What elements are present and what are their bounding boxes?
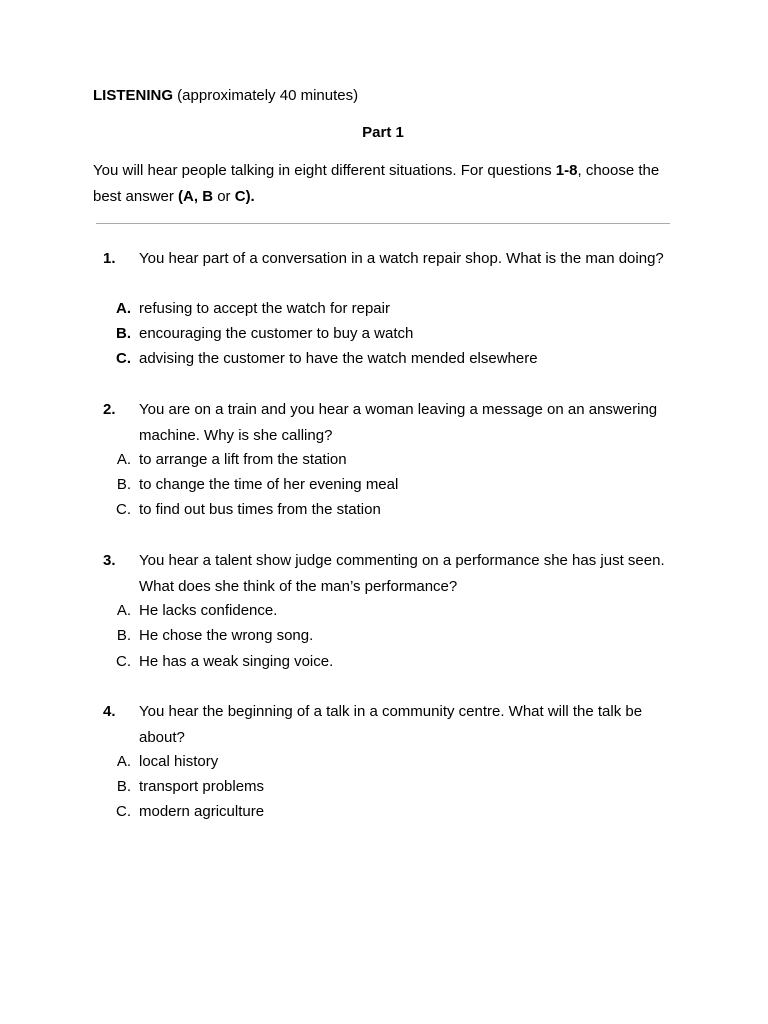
question-number: 4. (103, 703, 116, 720)
option-text: to find out bus times from the station (139, 501, 381, 518)
part-title: Part 1 (362, 124, 404, 141)
option-letter: C. (116, 501, 131, 518)
option-letter: C. (116, 350, 131, 367)
option-letter: B. (116, 325, 131, 342)
instructions-text: or (213, 187, 235, 205)
answer-options-label: (A, B (178, 187, 214, 205)
option-letter: C. (116, 653, 131, 670)
instructions (93, 158, 683, 209)
instructions-text: You will hear people talking in eight different situations. For questions (93, 162, 556, 179)
option-letter: B. (116, 778, 131, 795)
section-duration: (approximately 40 minutes) (173, 87, 359, 104)
option-letter: A. (116, 300, 131, 317)
question-number: 1. (103, 250, 116, 267)
option-letter: A. (116, 753, 131, 770)
option-text: advising the customer to have the watch mended elsewhere (139, 350, 538, 367)
option-text: local history (139, 753, 219, 770)
question-text: You hear part of a conversation in a watch repair shop. What is the man doing? (139, 250, 664, 267)
option-letter: C. (116, 803, 131, 820)
option-text: modern agriculture (139, 803, 265, 820)
option-text: He has a weak singing voice. (139, 653, 334, 670)
question-number: 3. (103, 552, 116, 569)
question-range: 1-8 (555, 162, 578, 179)
question-text: You hear a talent show judge commenting on a performance she has just seen. What does she think of the man’s performance? (139, 552, 665, 595)
option-text: refusing to accept the watch for repair (139, 300, 390, 317)
divider (96, 223, 670, 224)
option-letter: B. (116, 627, 131, 644)
instructions-text: , choose the best answer (93, 162, 660, 205)
answer-options-label: C). (234, 187, 255, 205)
question-text: You hear the beginning of a talk in a community centre. What will the talk be about? (139, 703, 643, 746)
option-letter: A. (116, 602, 131, 619)
question-text: You are on a train and you hear a woman leaving a message on an answering machine. Why is she calling? (139, 401, 658, 444)
option-text: to change the time of her evening meal (139, 476, 399, 493)
option-text: He lacks confidence. (139, 602, 278, 619)
question-number: 2. (103, 401, 116, 418)
section-title: LISTENING (93, 87, 174, 104)
option-text: to arrange a lift from the station (139, 451, 347, 468)
option-letter: B. (116, 476, 131, 493)
option-text: He chose the wrong song. (139, 627, 314, 644)
option-text: encouraging the customer to buy a watch (139, 325, 414, 342)
option-letter: A. (116, 451, 131, 468)
section-heading (93, 87, 358, 105)
option-text: transport problems (139, 778, 265, 795)
